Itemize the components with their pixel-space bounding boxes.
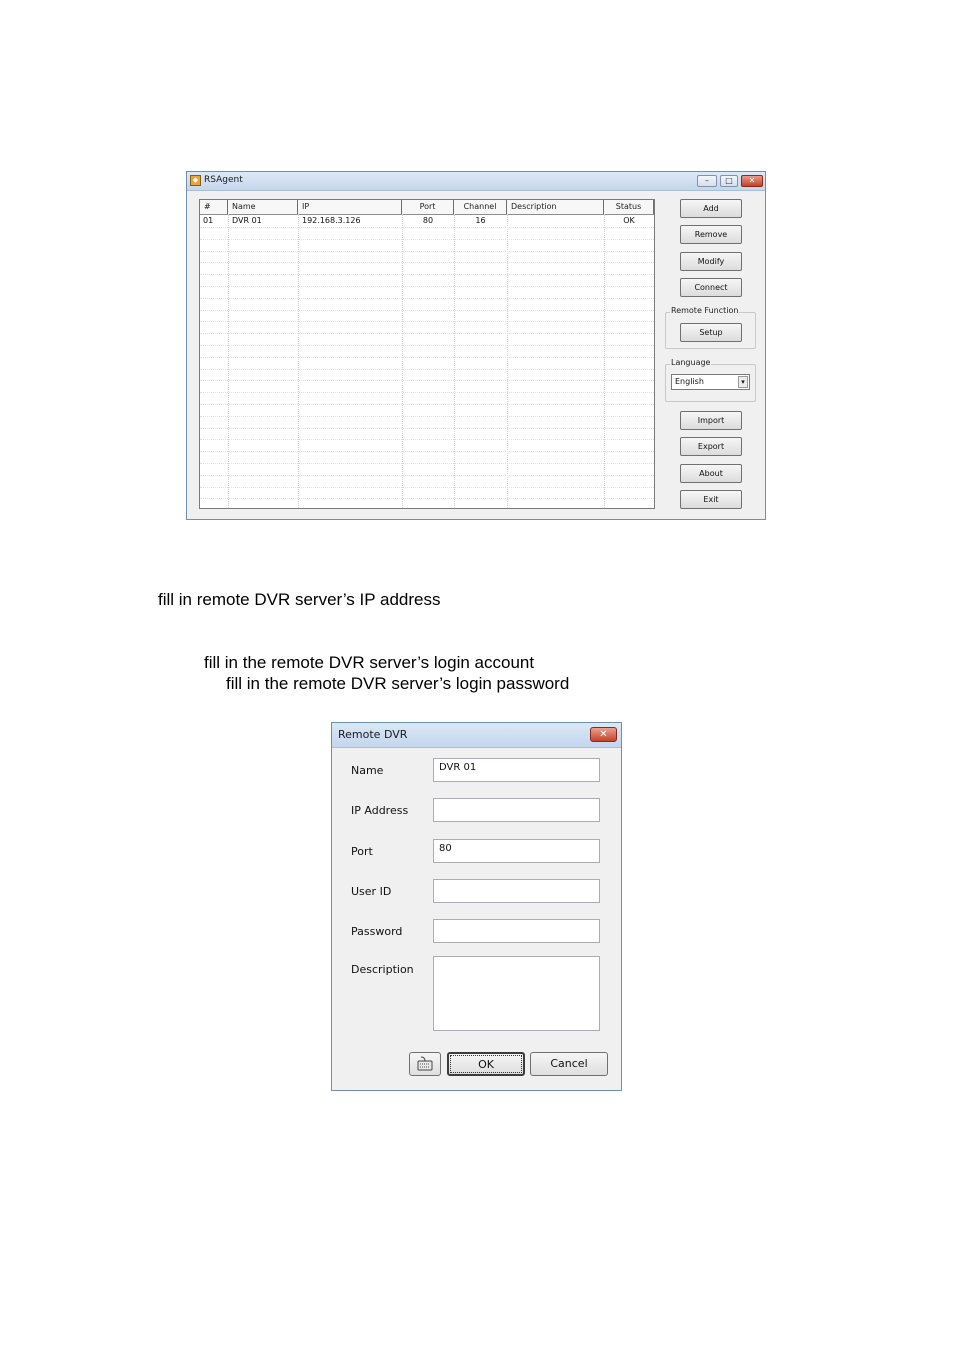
rsagent-window — [186, 171, 766, 520]
setup-button[interactable]: Setup — [680, 323, 742, 342]
port-label: Port — [351, 845, 373, 858]
ip-address-field[interactable] — [433, 798, 600, 822]
row-grid-line — [200, 475, 654, 476]
password-field[interactable] — [433, 919, 600, 943]
about-button[interactable]: About — [680, 464, 742, 483]
row-grid-line — [200, 227, 654, 228]
row-grid-line — [200, 392, 654, 393]
row-grid-line — [200, 416, 654, 417]
row-grid-line — [200, 298, 654, 299]
ip-address-label: IP Address — [351, 804, 409, 817]
table-row[interactable] — [200, 215, 654, 227]
row-grid-line — [200, 498, 654, 499]
cell-name: DVR 01 — [232, 216, 262, 225]
cell-channel: 16 — [475, 216, 486, 225]
row-grid-line — [200, 274, 654, 275]
exit-button[interactable]: Exit — [680, 490, 742, 509]
instruction-password: fill in the remote DVR server’s login password — [226, 674, 570, 693]
column-header-number[interactable]: # — [200, 200, 228, 214]
export-button[interactable]: Export — [680, 437, 742, 456]
row-grid-line — [200, 286, 654, 287]
window-title: RSAgent — [204, 175, 243, 185]
name-label: Name — [351, 764, 384, 777]
name-field[interactable]: DVR 01 — [433, 758, 600, 782]
column-header-ip[interactable]: IP — [298, 200, 402, 214]
cell-ip: 192.168.3.126 — [302, 216, 361, 225]
row-grid-line — [200, 321, 654, 322]
row-grid-line — [200, 428, 654, 429]
instruction-user-id: fill in the remote DVR server’s login account — [204, 653, 535, 672]
row-grid-line — [200, 262, 654, 263]
row-grid-line — [200, 380, 654, 381]
modify-button[interactable]: Modify — [680, 252, 742, 271]
row-grid-line — [200, 404, 654, 405]
row-grid-line — [200, 251, 654, 252]
add-button[interactable]: Add — [680, 199, 742, 218]
description-label: Description — [351, 963, 414, 976]
port-field[interactable]: 80 — [433, 839, 600, 863]
row-grid-line — [200, 345, 654, 346]
remove-button[interactable]: Remove — [680, 225, 742, 244]
minimize-button[interactable]: – — [697, 175, 717, 187]
instruction-ip-address: fill in remote DVR server’s IP address — [158, 590, 441, 609]
language-label: Language — [671, 358, 711, 367]
cell-number: 01 — [203, 216, 214, 225]
keyboard-icon — [410, 1053, 440, 1075]
column-header-port[interactable]: Port — [402, 200, 454, 214]
rsagent-titlebar[interactable] — [187, 172, 765, 191]
row-grid-line — [200, 487, 654, 488]
dialog-title: Remote DVR — [338, 728, 408, 741]
row-grid-line — [200, 239, 654, 240]
cell-status: OK — [623, 216, 635, 225]
row-grid-line — [200, 451, 654, 452]
close-icon[interactable]: ✕ — [590, 727, 617, 742]
column-header-description[interactable]: Description — [507, 200, 604, 214]
app-icon: ◆ — [190, 175, 201, 186]
cell-port: 80 — [422, 216, 434, 225]
row-grid-line — [200, 463, 654, 464]
column-header-name[interactable]: Name — [228, 200, 298, 214]
ok-button[interactable]: OK — [447, 1052, 525, 1076]
import-button[interactable]: Import — [680, 411, 742, 430]
remote-dvr-dialog — [331, 722, 622, 1091]
row-grid-line — [200, 310, 654, 311]
row-grid-line — [200, 439, 654, 440]
language-select-value: English — [675, 377, 704, 386]
description-field[interactable] — [433, 956, 600, 1031]
user-id-label: User ID — [351, 885, 392, 898]
dialog-titlebar[interactable] — [332, 723, 621, 748]
connect-button[interactable]: Connect — [680, 278, 742, 297]
maximize-button[interactable]: □ — [720, 175, 738, 187]
column-header-channel[interactable]: Channel — [454, 200, 507, 214]
user-id-field[interactable] — [433, 879, 600, 903]
language-select[interactable] — [671, 374, 750, 390]
chevron-down-icon[interactable]: ▾ — [738, 376, 748, 388]
keyboard-button[interactable] — [409, 1052, 441, 1076]
cancel-button[interactable]: Cancel — [530, 1052, 608, 1076]
close-button[interactable]: ✕ — [741, 175, 763, 187]
dvr-list[interactable] — [199, 199, 655, 509]
column-header-status[interactable]: Status — [604, 200, 654, 214]
remote-function-label: Remote Function — [671, 306, 739, 315]
row-grid-line — [200, 333, 654, 334]
list-header — [200, 200, 654, 215]
row-grid-line — [200, 369, 654, 370]
row-grid-line — [200, 357, 654, 358]
password-label: Password — [351, 925, 403, 938]
